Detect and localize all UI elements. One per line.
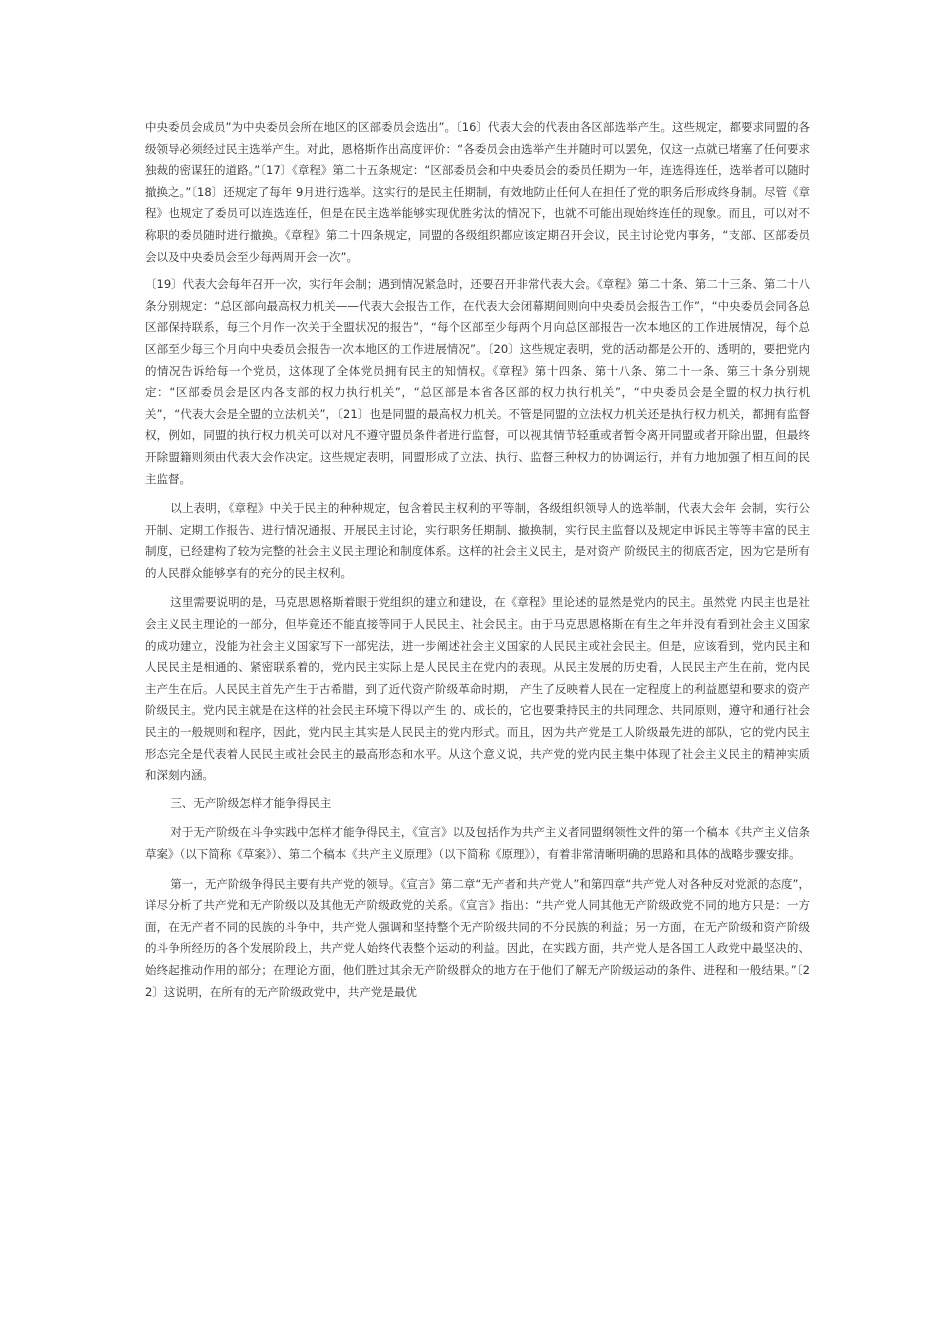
paragraph-4: 这里需要说明的是，马克思恩格斯着眼于党组织的建立和建设，在《章程》里论述的显然是党内的民主。虽然党 内民主也是社会主义民主理论的一部分，但毕竟还不能直接等同于人民民主、社会民主。由于马克思恩格斯在有生之年并没有看到社会主义国家的成功建立，没能为社会主义国家写下一部宪法，进一步阐述社会主义国家的人民民主或社会民主。但是，应该看到，党内民主和人民民主是相通的、紧密联系着的，党内民主实际上是人民民主在党内的表现。从民主发展的历史看，人民民主产生在前，党内民主产生在后。人民民主首先产生于古希腊，到了近代资产阶级革命时期， 产生了反映着人民在一定程度上的利益愿望和要求的资产阶级民主。党内民主就是在这样的社会民主环境下得以产生 的、成长的，它也要秉持民主的共同理念、共同原则，遵守和通行社会民主的一般规则和程序，因此，党内民主其实是人民民主的党内形式。而且，因为共产党是工人阶级最先进的部队，它的党内民主形态完全是代表着人民民主或社会民主的最高形态和水平。从这个意义说，共产党的党内民主集中体现了社会主义民主的精神实质和深刻内涵。 [145,595,810,783]
paragraph-1: 中央委员会成员”为中央委员会所在地区的区部委员会选出”。〔16〕代表大会的代表由各区部选举产生。这些规定，都要求同盟的各级领导必须经过民主选举产生。对此，恩格斯作出高度评价：“各委员会由选举产生并随时可以罢免，仅这一点就已堵塞了任何要求独裁的密谋狂的道路。”〔17〕《章程》第二十五条规定：“区部委员会和中央委员会的委员任期为一年，连选得连任，选举者可以随时撤换之。”〔18〕还规定了每年 9月进行选举。这实行的是民主任期制，有效地防止任何人在担任了党的职务后形成终身制。尽管《章程》也规定了委员可以连选连任，但是在民主选举能够实现优胜劣汰的情况下，也就不可能出现始终连任的现象。而且，可以对不称职的委员随时进行撤换。《章程》第二十四条规定，同盟的各级组织都应该定期召开会议，民主讨论党内事务，“支部、区部委员会以及中央委员会至少每两周开会一次”。 [145,120,810,264]
section-heading: 三、无产阶级怎样才能争得民主 [170,795,332,810]
paragraph-6: 第一，无产阶级争得民主要有共产党的领导。《宣言》第二章“无产者和共产党人”和第四章“共产党人对各种反对党派的态度”，详尽分析了共产党和无产阶级以及其他无产阶级政党的关系。《宣言》指出：“共产党人同其他无产阶级政党不同的地方只是：一方面，在无产者不同的民族的斗争中，共产党人强调和坚持整个无产阶级共同的不分民族的利益；另一方面，在无产阶级和资产阶级的斗争所经历的各个发展阶段上，共产党人始终代表整个运动的利益。因此，在实践方面，共产党人是各国工人政党中最坚决的、始终起推动作用的部分；在理论方面，他们胜过其余无产阶级群众的地方在于他们了解无产阶级运动的条件、进程和一般结果。”〔22〕这说明，在所有的无产阶级政党中，共产党是最优 [145,876,810,999]
paragraph-2: 〔19〕代表大会每年召开一次，实行年会制；遇到情况紧急时，还要召开非常代表大会。《章程》第二十条、第二十三条、第二十八条分别规定：“总区部向最高权力机关——代表大会报告工作，在代表大会闭幕期间则向中央委员会报告工作”，“中央委员会同各总区部保持联系，每三个月作一次关于全盟状况的报告”，“每个区部至少每两个月向总区部报告一次本地区的工作进展情况，每个总区部至少每三个月向中央委员会报告一次本地区的工作进展情况”。〔20〕这些规定表明，党的活动都是公开的、透明的，要把党内的情况告诉给每一个党员，这体现了全体党员拥有民主的知情权。《章程》第十四条、第十八条、第二十一条、第三十条分别规定：“区部委员会是区内各支部的权力执行机关”，“总区部是本省各区部的权力执行机关”，“中央委员会是全盟的权力执行机关”，“代表大会是全盟的立法机关”，〔21〕也是同盟的最高权力机关。不管是同盟的立法权力机关还是执行权力机关，都拥有监督权，例如，同盟的执行权力机关可以对凡不遵守盟员条件者进行监督，可以视其情节轻重或者暂令离开同盟或者开除出盟，但最终开除盟籍则须由代表大会作决定。这些规定表明，同盟形成了立法、执行、监督三种权力的协调运行，并有力地加强了相互间的民主监督。 [145,277,810,486]
paragraph-3: 以上表明，《章程》中关于民主的种种规定，包含着民主权利的平等制，各级组织领导人的选举制，代表大会年 会制，实行公开制、定期工作报告、进行情况通报、开展民主讨论，实行职务任期制、撤换制，实行民主监督以及规定申诉民主等等丰富的民主制度，已经建构了较为完整的社会主义民主理论和制度体系。这样的社会主义民主，是对资产 阶级民主的彻底否定，因为它是所有的人民群众能够享有的充分的民主权利。 [145,501,810,580]
paragraph-5: 对于无产阶级在斗争实践中怎样才能争得民主，《宣言》以及包括作为共产主义者同盟纲领性文件的第一个稿本《共产主义信条草案》（以下简称《草案》）、第二个稿本《共产主义原理》（以下简称《原理》），有着非常清晰明确的思路和具体的战略步骤安排。 [145,825,810,861]
document-body [145,117,810,1009]
